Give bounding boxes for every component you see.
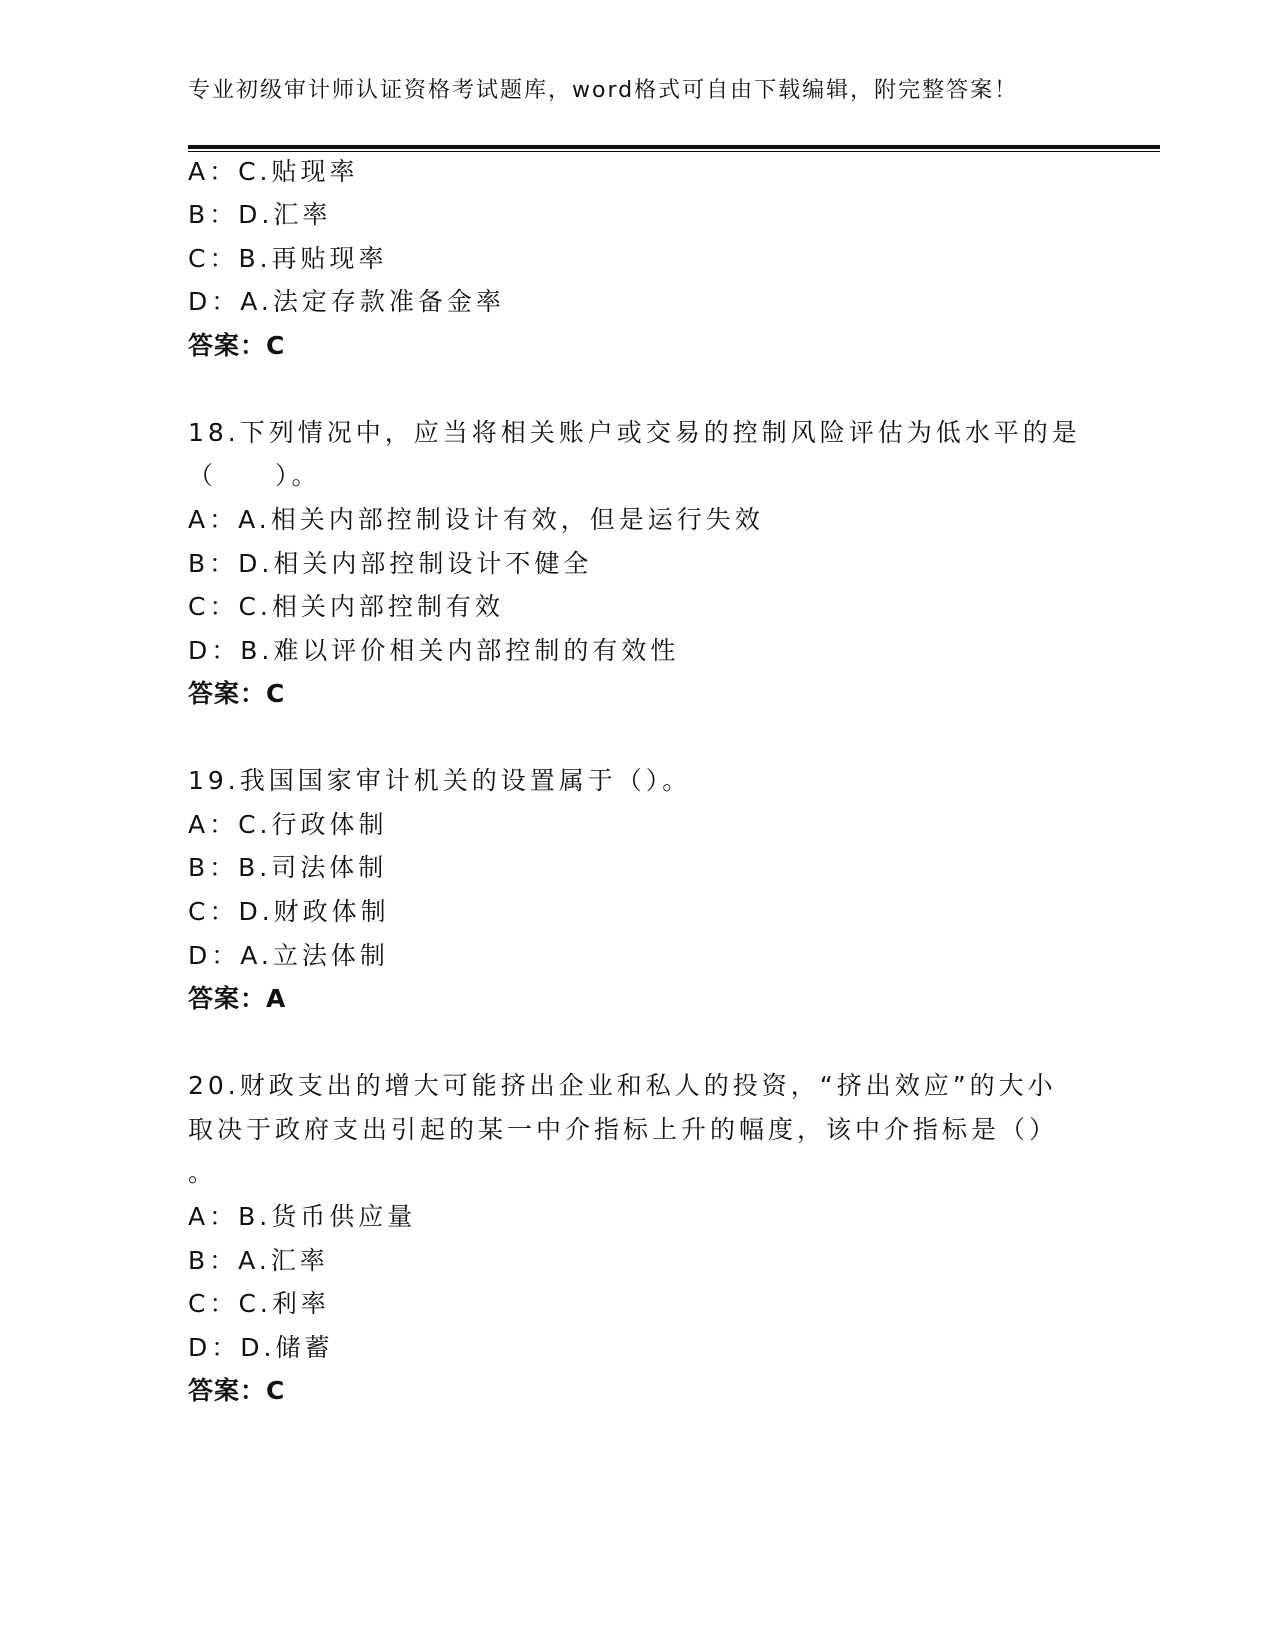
- q17-option-d: D：A.法定存款准备金率: [188, 287, 505, 316]
- q18-stem-line-1: 18.下列情况中，应当将相关账户或交易的控制风险评估为低水平的是: [188, 418, 1081, 447]
- q18-option-b: B：D.相关内部控制设计不健全: [188, 549, 593, 578]
- q17-answer: 答案：C: [188, 331, 286, 360]
- q20-option-a: A：B.货币供应量: [188, 1202, 417, 1231]
- q19-option-c: C：D.财政体制: [188, 897, 390, 926]
- q19-option-b: B：B.司法体制: [188, 853, 388, 882]
- q20-stem-line-2: 取决于政府支出引起的某一中介指标上升的幅度，该中介指标是（）: [188, 1115, 1059, 1144]
- q19-option-d: D：A.立法体制: [188, 941, 389, 970]
- q18-answer: 答案：C: [188, 679, 286, 708]
- q18-option-d: D：B.难以评价相关内部控制的有效性: [188, 636, 680, 665]
- q20-option-d: D：D.储蓄: [188, 1333, 334, 1362]
- q19-option-a: A：C.行政体制: [188, 810, 388, 839]
- q18-option-c: C：C.相关内部控制有效: [188, 592, 504, 621]
- page-header: 专业初级审计师认证资格考试题库，word格式可自由下载编辑，附完整答案！: [188, 78, 1019, 103]
- q19-stem-line-1: 19.我国国家审计机关的设置属于（）。: [188, 766, 692, 795]
- header-rule-thin: [188, 151, 1160, 152]
- q20-stem-line-3: 。: [188, 1158, 218, 1187]
- q20-option-b: B：A.汇率: [188, 1246, 329, 1275]
- q18-stem-line-2: （ ）。: [188, 461, 321, 490]
- q17-option-c: C：B.再贴现率: [188, 244, 388, 273]
- q20-option-c: C：C.利率: [188, 1289, 330, 1318]
- q20-answer: 答案：C: [188, 1376, 286, 1405]
- header-rule-thick: [188, 145, 1160, 149]
- q17-option-a: A：C.贴现率: [188, 157, 359, 186]
- q19-answer: 答案：A: [188, 984, 287, 1013]
- q18-option-a: A：A.相关内部控制设计有效，但是运行失效: [188, 505, 764, 534]
- q17-option-b: B：D.汇率: [188, 200, 332, 229]
- q20-stem-line-1: 20.财政支出的增大可能挤出企业和私人的投资，“挤出效应”的大小: [188, 1071, 1057, 1100]
